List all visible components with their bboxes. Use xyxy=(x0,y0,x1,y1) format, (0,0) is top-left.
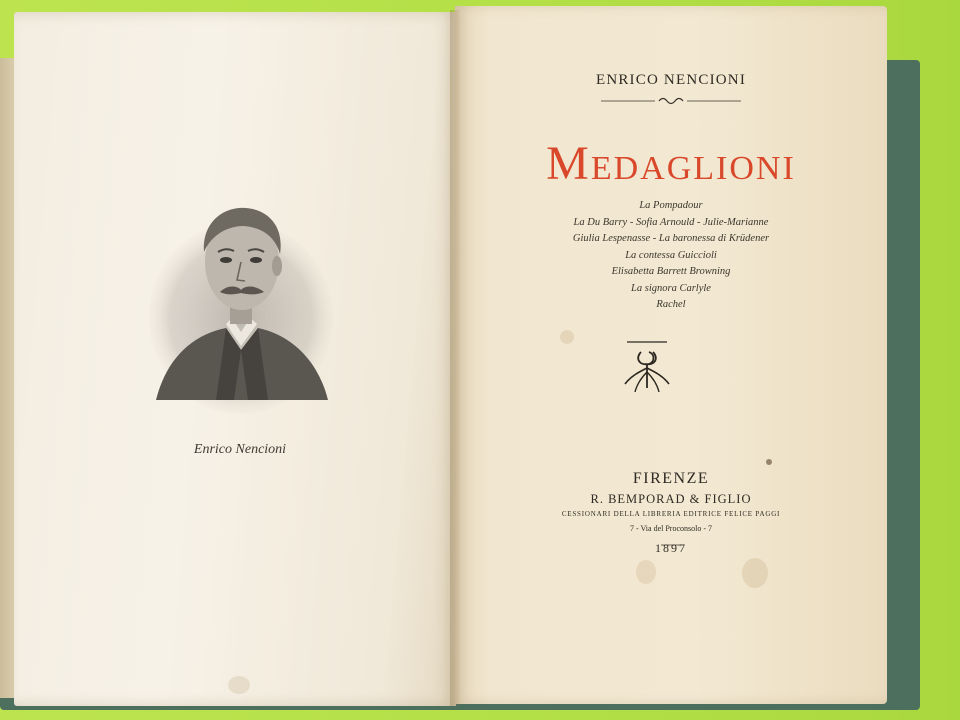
publisher-device-ornament xyxy=(455,338,887,400)
divider-ornament xyxy=(455,94,887,108)
contents-line: La signora Carlyle xyxy=(631,282,711,294)
contents-line: La Du Barry - Sofia Arnould - Julie-Marianne xyxy=(573,216,769,228)
contents-line: Giulia Lespenasse - La baronessa di Krüdener xyxy=(572,233,770,244)
portrait-engraving xyxy=(146,200,336,415)
publisher-address: 7 - Via del Proconsolo - 7 xyxy=(629,524,713,533)
foxing-stain xyxy=(228,676,250,694)
contents-line: Elisabetta Barrett Browning xyxy=(611,266,731,277)
publication-year: 1897 xyxy=(655,541,687,555)
author-name: ENRICO NENCIONI xyxy=(595,72,747,88)
publisher-name: R. BEMPORAD & FIGLIO xyxy=(590,492,752,506)
foxing-stain xyxy=(766,459,772,465)
publisher-agents: CESSIONARI DELLA LIBRERIA EDITRICE FELICE PAGGI xyxy=(561,510,781,518)
contents-line: Rachel xyxy=(656,299,686,310)
publication-city: FIRENZE xyxy=(632,470,710,487)
contents-line: La Pompadour xyxy=(639,200,703,211)
portrait-caption: Enrico Nencioni xyxy=(193,442,287,457)
contents-line: La contessa Guiccioli xyxy=(625,249,717,261)
foxing-stain xyxy=(742,558,768,588)
foxing-stain xyxy=(636,560,656,584)
contents-list xyxy=(455,198,887,314)
book-title: Medaglioni xyxy=(546,137,796,190)
